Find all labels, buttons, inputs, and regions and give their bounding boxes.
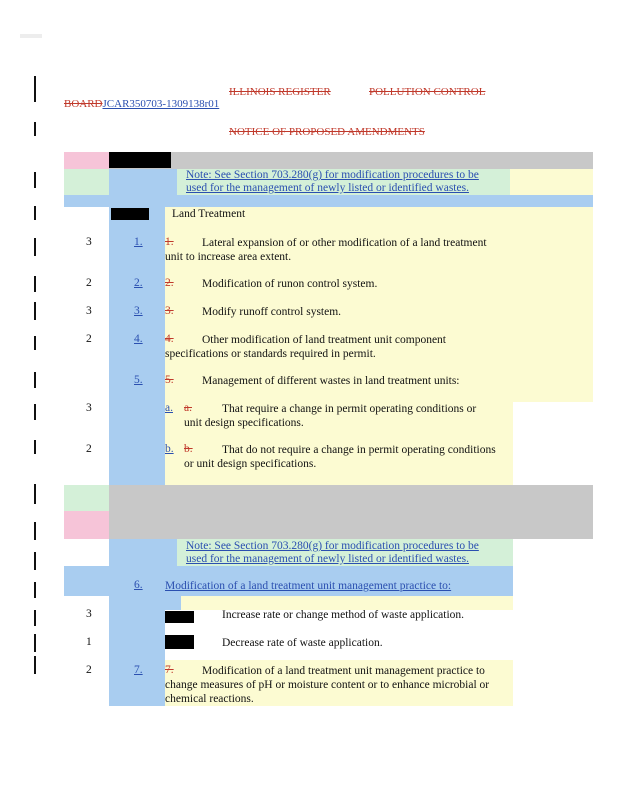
redaction xyxy=(109,152,171,168)
note-line-1: Note: See Section 703.280(g) for modification procedures to be xyxy=(186,540,479,552)
doc-code: JCAR350703-1309138r01 xyxy=(102,98,220,110)
item-text: Management of different wastes in land treatment units: xyxy=(202,375,460,387)
highlight-blue-column xyxy=(109,207,165,485)
subitem-class: 1 xyxy=(86,636,92,648)
change-bar xyxy=(34,582,36,598)
highlight-blue xyxy=(109,539,177,566)
item-number: 5. xyxy=(134,374,143,386)
item-text: Modification of a land treatment unit management practice to xyxy=(202,665,485,677)
highlight-blue xyxy=(64,195,593,207)
subitem-class: 2 xyxy=(86,443,92,455)
item-text: Modification of runon control system. xyxy=(202,278,378,290)
item-old-number: 1. xyxy=(165,236,174,248)
redaction xyxy=(111,208,149,220)
change-bar xyxy=(34,440,36,454)
item-class: 3 xyxy=(86,305,92,317)
change-bar xyxy=(34,522,36,540)
item-number: 1. xyxy=(134,236,143,248)
scan-artifact xyxy=(20,34,42,38)
subitem-old-letter: b. xyxy=(184,443,193,455)
change-bar xyxy=(34,336,36,350)
board-line xyxy=(64,98,219,110)
item-text: Lateral expansion of or other modification of a land treatment xyxy=(202,237,487,249)
subitem-text: Decrease rate of waste application. xyxy=(222,637,383,649)
board-name-line2: BOARD xyxy=(64,98,103,110)
highlight-pink xyxy=(64,511,109,539)
item-class: 3 xyxy=(86,236,92,248)
change-bar xyxy=(34,238,36,256)
change-bar xyxy=(34,610,36,626)
note-line-2: used for the management of newly listed or identified wastes. xyxy=(186,182,469,194)
subitem-letter: b. xyxy=(165,443,174,455)
item-text: Other modification of land treatment unit component xyxy=(202,334,446,346)
change-bar xyxy=(34,206,36,220)
subitem-old-letter: a. xyxy=(184,402,192,414)
item-text: chemical reactions. xyxy=(165,693,254,705)
item-number: 7. xyxy=(134,664,143,676)
change-bar xyxy=(34,122,36,136)
change-bar xyxy=(34,372,36,388)
change-bar xyxy=(34,484,36,504)
redaction xyxy=(165,611,194,623)
redaction xyxy=(165,635,194,649)
highlight-green xyxy=(64,169,109,195)
item-text: Modification of a land treatment unit management practice to: xyxy=(165,580,452,592)
item-old-number: 2. xyxy=(165,277,174,289)
change-bar xyxy=(34,276,36,292)
highlight-blue-column xyxy=(109,596,165,706)
highlight-blue xyxy=(109,169,177,195)
highlight-green xyxy=(64,485,109,511)
subitem-letter: a. xyxy=(165,402,173,414)
change-bar xyxy=(34,76,36,102)
item-old-number: 7. xyxy=(165,664,174,676)
board-name-line1: POLLUTION CONTROL xyxy=(369,86,486,98)
item-number: 2. xyxy=(134,277,143,289)
item-class: 2 xyxy=(86,664,92,676)
item-class: 2 xyxy=(86,277,92,289)
item-class: 2 xyxy=(86,333,92,345)
item-number: 3. xyxy=(134,305,143,317)
subitem-text: That require a change in permit operating conditions or xyxy=(222,403,477,415)
highlight-blue xyxy=(165,596,181,610)
change-bar xyxy=(34,656,36,674)
subitem-text: or unit design specifications. xyxy=(184,458,317,470)
highlight-gray xyxy=(109,485,593,539)
item-text: specifications or standards required in permit. xyxy=(165,348,376,360)
highlight-yellow xyxy=(510,169,593,195)
item-old-number: 4. xyxy=(165,333,174,345)
highlight-gray xyxy=(109,152,593,169)
highlight-yellow xyxy=(513,207,593,402)
change-bar xyxy=(34,302,36,320)
item-number: 6. xyxy=(134,579,143,591)
change-bar xyxy=(34,172,36,188)
subitem-text: Increase rate or change method of waste application. xyxy=(222,609,465,621)
subitem-class: 3 xyxy=(86,402,92,414)
note-line-2: used for the management of newly listed or identified wastes. xyxy=(186,553,469,565)
register-title: ILLINOIS REGISTER xyxy=(229,86,331,98)
change-bar xyxy=(34,634,36,652)
highlight-pink xyxy=(64,152,109,169)
item-text: change measures of pH or moisture content or to enhance microbial or xyxy=(165,679,490,691)
subitem-text: unit design specifications. xyxy=(184,417,304,429)
subitem-text: That do not require a change in permit operating conditions xyxy=(222,444,496,456)
item-old-number: 5. xyxy=(165,374,174,386)
item-text: unit to increase area extent. xyxy=(165,251,292,263)
item-number: 4. xyxy=(134,333,143,345)
change-bar xyxy=(34,404,36,420)
item-old-number: 3. xyxy=(165,305,174,317)
note-line-1: Note: See Section 703.280(g) for modification procedures to be xyxy=(186,169,479,181)
item-text: Modify runoff control system. xyxy=(202,306,342,318)
subitem-class: 3 xyxy=(86,608,92,620)
section-title: Land Treatment xyxy=(172,208,246,220)
change-bar xyxy=(34,552,36,570)
notice-title: NOTICE OF PROPOSED AMENDMENTS xyxy=(229,126,425,138)
